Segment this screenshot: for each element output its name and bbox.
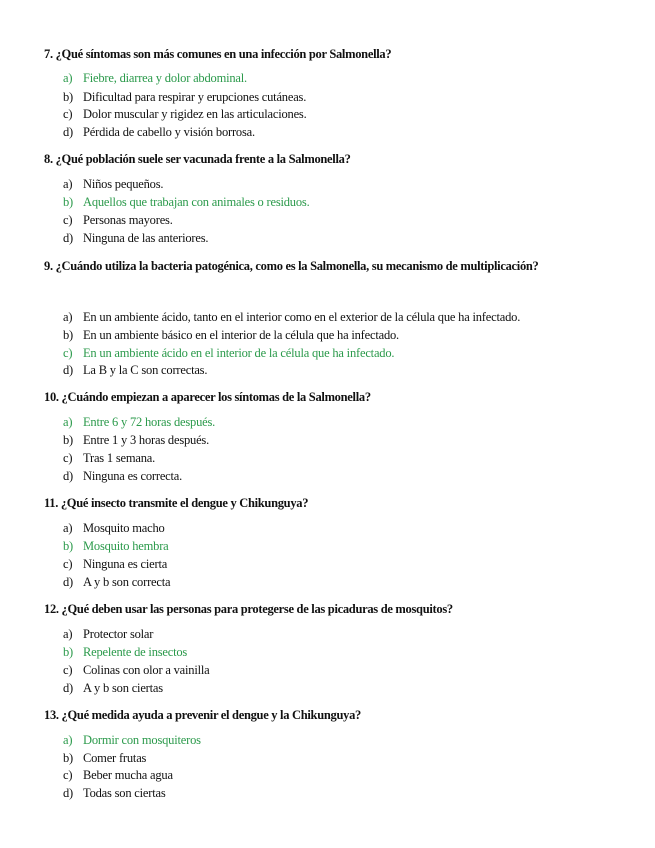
option-text: Pérdida de cabello y visión borrosa. (83, 125, 255, 139)
option-text: Ninguna es cierta (83, 557, 168, 571)
question-12-option-a (63, 626, 153, 643)
option-letter: c) (63, 451, 73, 465)
question-11-option-b (63, 538, 169, 555)
option-text: Ninguna es correcta. (83, 469, 183, 483)
question-9-option-a (63, 309, 520, 326)
question-8-option-a (63, 176, 163, 193)
option-letter: c) (63, 346, 73, 360)
question-11-title: 11. ¿Qué insecto transmite el dengue y Chikunguya? (44, 496, 309, 510)
option-letter: d) (63, 681, 74, 695)
option-text: En un ambiente ácido en el interior de la célula que ha infectado. (83, 346, 395, 360)
option-text: Tras 1 semana. (83, 451, 156, 465)
option-text: Comer frutas (83, 751, 147, 765)
option-text: Ninguna de las anteriores. (83, 231, 209, 245)
option-text: Colinas con olor a vainilla (83, 663, 210, 677)
option-letter: b) (63, 195, 74, 209)
option-letter: d) (63, 363, 74, 377)
option-text: Dificultad para respirar y erupciones cutáneas. (83, 90, 307, 104)
option-text: A y b son correcta (83, 575, 171, 589)
question-9-title: 9. ¿Cuándo utiliza la bacteria patogénica, como es la Salmonella, su mecanismo de multiplicación? (44, 259, 539, 273)
question-12-option-b (63, 644, 187, 661)
question-8-option-d (63, 230, 208, 247)
question-7-option-b (63, 89, 306, 106)
option-letter: a) (63, 177, 73, 191)
question-7-title: 7. ¿Qué síntomas son más comunes en una infección por Salmonella? (44, 47, 392, 61)
option-letter: b) (63, 328, 74, 342)
option-letter: c) (63, 768, 73, 782)
question-10-option-c (63, 450, 155, 467)
question-12-title: 12. ¿Qué deben usar las personas para protegerse de las picaduras de mosquitos? (44, 602, 453, 616)
question-7-option-a (63, 70, 247, 87)
question-10-option-b (63, 432, 209, 449)
question-13-option-b (63, 750, 146, 767)
question-9-option-b (63, 327, 399, 344)
option-letter: c) (63, 107, 73, 121)
option-text: En un ambiente básico en el interior de la célula que ha infectado. (83, 328, 399, 342)
option-text: Personas mayores. (83, 213, 173, 227)
question-10-option-d (63, 468, 182, 485)
question-9-option-d (63, 362, 207, 379)
option-letter: a) (63, 310, 73, 324)
option-letter: b) (63, 751, 74, 765)
option-letter: b) (63, 539, 74, 553)
option-text: Entre 1 y 3 horas después. (83, 433, 210, 447)
option-letter: b) (63, 90, 74, 104)
question-13-title: 13. ¿Qué medida ayuda a prevenir el dengue y la Chikunguya? (44, 708, 361, 722)
option-text: Todas son ciertas (83, 786, 166, 800)
option-letter: c) (63, 213, 73, 227)
option-text: En un ambiente ácido, tanto en el interior como en el exterior de la célula que ha infectado. (83, 310, 521, 324)
option-text: Aquellos que trabajan con animales o residuos. (83, 195, 310, 209)
option-text: Protector solar (83, 627, 154, 641)
question-8-option-c (63, 212, 173, 229)
option-text: Repelente de insectos (83, 645, 188, 659)
option-letter: c) (63, 663, 73, 677)
option-letter: d) (63, 125, 74, 139)
question-10-title: 10. ¿Cuándo empiezan a aparecer los síntomas de la Salmonella? (44, 390, 371, 404)
option-letter: d) (63, 231, 74, 245)
option-text: A y b son ciertas (83, 681, 163, 695)
option-letter: d) (63, 786, 74, 800)
question-11-option-d (63, 574, 170, 591)
option-letter: a) (63, 521, 73, 535)
question-11-option-c (63, 556, 167, 573)
question-13-option-a (63, 732, 201, 749)
option-text: Mosquito hembra (83, 539, 169, 553)
question-10-option-a (63, 414, 215, 431)
option-text: Beber mucha agua (83, 768, 173, 782)
question-7-option-c (63, 106, 307, 123)
question-8-title: 8. ¿Qué población suele ser vacunada frente a la Salmonella? (44, 152, 351, 166)
option-text: Dormir con mosquiteros (83, 733, 201, 747)
question-13-option-d (63, 785, 166, 802)
question-7-option-d (63, 124, 255, 141)
question-11-option-a (63, 520, 165, 537)
option-letter: a) (63, 733, 73, 747)
option-letter: b) (63, 433, 74, 447)
option-letter: d) (63, 575, 74, 589)
option-text: Niños pequeños. (83, 177, 164, 191)
option-letter: a) (63, 415, 73, 429)
option-text: Mosquito macho (83, 521, 165, 535)
option-letter: d) (63, 469, 74, 483)
question-9-option-c (63, 345, 394, 362)
question-12-option-d (63, 680, 163, 697)
question-8-option-b (63, 194, 310, 211)
option-letter: b) (63, 645, 74, 659)
option-text: Fiebre, diarrea y dolor abdominal. (83, 71, 247, 85)
option-letter: c) (63, 557, 73, 571)
option-text: La B y la C son correctas. (83, 363, 208, 377)
option-letter: a) (63, 71, 73, 85)
option-letter: a) (63, 627, 73, 641)
option-text: Dolor muscular y rigidez en las articulaciones. (83, 107, 307, 121)
option-text: Entre 6 y 72 horas después. (83, 415, 216, 429)
question-13-option-c (63, 767, 173, 784)
question-12-option-c (63, 662, 210, 679)
